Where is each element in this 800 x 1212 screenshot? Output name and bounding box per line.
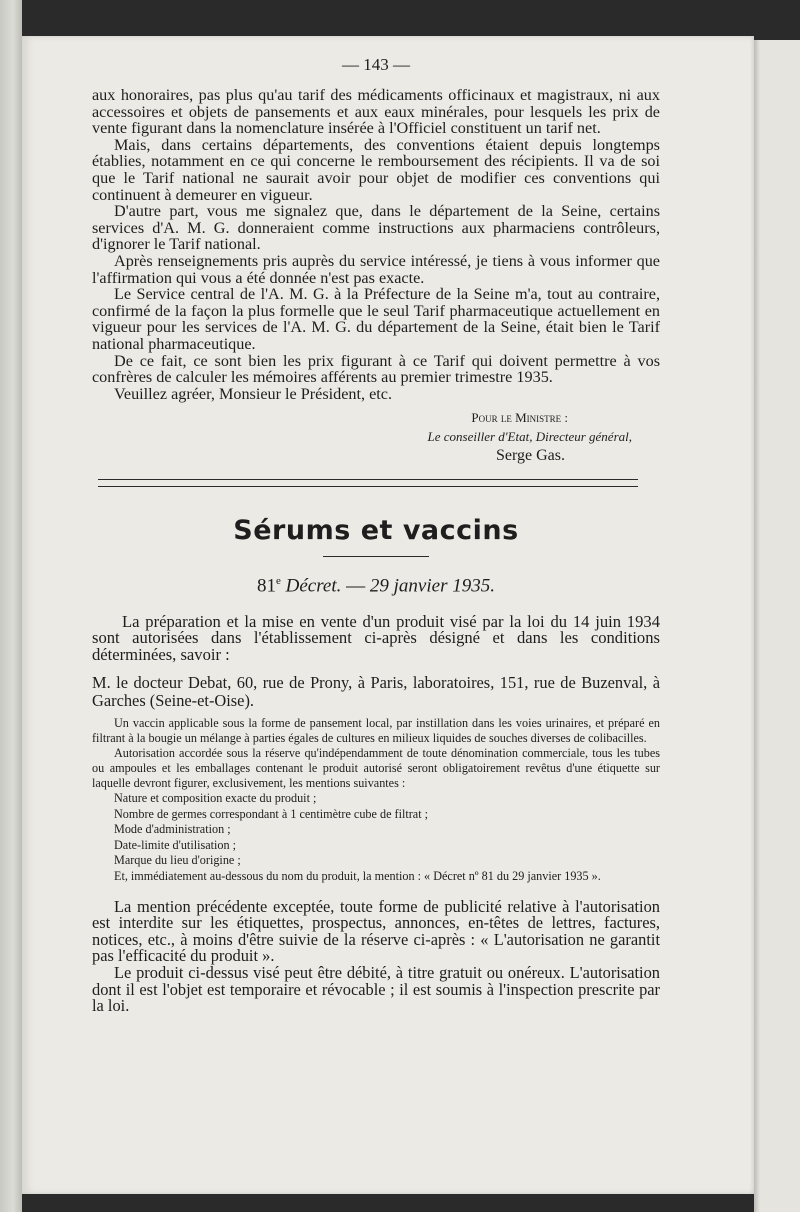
signature-label: Pour le Ministre : [471, 410, 568, 426]
intro-paragraph: Après renseignements pris auprès du service intéressé, je tiens à vous informer que l'affirmation qui vous a été donnée n'est pas exacte. [92, 251, 660, 287]
section-title: Sérums et vaccins [233, 515, 519, 547]
decree-number: 81 [257, 575, 277, 597]
establishment-paragraph: M. le docteur Debat, 60, rue de Prony, à Paris, laboratoires, 151, rue de Buzenval, à Garches (Seine-et-Oise). [92, 673, 660, 710]
decree-suffix: e [276, 575, 281, 588]
book-right-page-edge [754, 40, 800, 1212]
intro-paragraph: aux honoraires, pas plus qu'au tarif des médicaments officinaux et magistraux, ni aux accessoires et objets de pansements et aux eaux minérales, pour lesquels les prix de vente figurant dans la nomenclature insérée à l'Officiel constituent un tarif net. [92, 86, 660, 138]
book-left-page-edge [0, 0, 22, 1212]
intro-paragraph: Mais, dans certains départements, des conventions étaient depuis longtemps établies, notamment en ce qui concerne le remboursement des récipients. Il va de soi que le Tarif national ne saurait avoir pour objet de modifier ces conventions qui continuent à demeurer en vigueur. [92, 135, 660, 204]
list-item: Marque du lieu d'origine ; [114, 853, 241, 868]
decree-heading [92, 575, 660, 597]
title-underline [323, 556, 429, 557]
list-item: Nombre de germes correspondant à 1 centimètre cube de filtrat ; [114, 806, 429, 821]
intro-paragraph: De ce fait, ce sont bien les prix figurant à ce Tarif qui doivent permettre à vos confrères de calculer les mémoires afférents au premier trimestre 1935. [92, 351, 660, 387]
signature-block [92, 408, 660, 465]
list-item: Nature et composition exacte du produit ; [114, 791, 317, 805]
intro-paragraph: Le Service central de l'A. M. G. à la Préfecture de la Seine m'a, tout au contraire, confirmé de la façon la plus formelle que le seul Tarif pharmaceutique actuellement en vigueur pour les services de l'A. M. G. du département de la Seine, était bien le Tarif national pharmaceutique. [92, 285, 660, 353]
publicity-paragraph: La mention précédente exceptée, toute forme de publicité relative à l'autorisation est interdite sur les étiquettes, prospectus, annonces, en-têtes de lettres, factures, notices, etc., à moins d'être suivie de la réserve ci-après : « L'autorisation ne garantit pas l'efficacité du produit ». [92, 896, 660, 966]
intro-paragraph: D'autre part, vous me signalez que, dans le département de la Seine, certains services d'A. M. G. donneraient comme instructions aux pharmaciens contrôleurs, d'ignorer le Tarif national. [92, 202, 660, 254]
list-item: Et, immédiatement au-dessous du nom du produit, la mention : « Décret nº 81 du 29 janvier 1935 ». [114, 868, 601, 883]
mentions-list [92, 791, 660, 885]
signature-title: Le conseiller d'Etat, Directeur général, [427, 429, 632, 445]
page-number: — 143 — [342, 55, 410, 74]
lead-paragraph: La préparation et la mise en vente d'un produit visé par la loi du 14 juin 1934 sont autorisées dans l'établissement ci-après désigné et dans les conditions déterminées, savoir : [92, 611, 660, 665]
authorization-conditions: Autorisation accordée sous la réserve qu'indépendamment de toute dénomination commerciale, tous les tubes ou ampoules et les emballages contenant le produit autorisé seront obligatoirement revêtus d'une étiquette sur laquelle devront figurer, exclusivement, les mentions suivantes : [92, 746, 660, 790]
section-divider [98, 479, 638, 487]
inspection-paragraph: Le produit ci-dessus visé peut être débité, à titre gratuit ou onéreux. L'autorisation dont il est l'objet est temporaire et révocable ; il est soumis à l'inspection prescrite par la loi. [92, 962, 660, 1016]
product-description: Un vaccin applicable sous la forme de pansement local, par instillation dans les voies urinaires, et préparé en filtrant à la bougie un mélange à parties égales de cultures en milieux liquides de souches diverses de colibacilles. [92, 716, 660, 745]
decree-word: Décret. [285, 575, 342, 597]
list-item: Mode d'administration ; [114, 822, 231, 837]
decree-date: 29 janvier 1935. [369, 575, 495, 597]
page-content [92, 55, 660, 1015]
list-item: Date-limite d'utilisation ; [114, 837, 237, 852]
closing-salutation: Veuillez agréer, Monsieur le Président, etc. [114, 384, 393, 403]
signature-name: Serge Gas. [495, 447, 565, 465]
decree-dash: — [346, 575, 366, 597]
